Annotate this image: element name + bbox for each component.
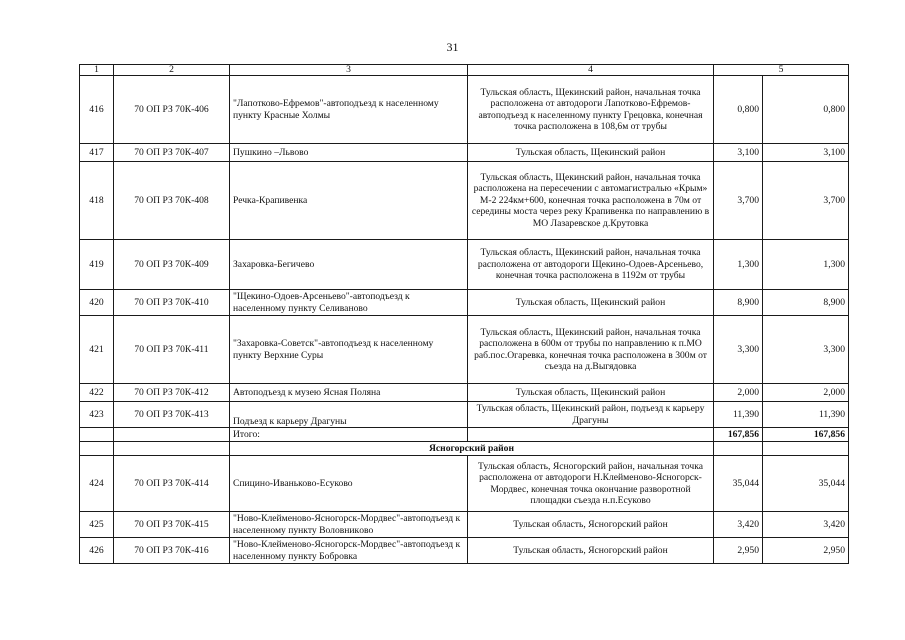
row-number-cell: 419: [80, 240, 114, 290]
length-total-cell: 0,800: [763, 76, 849, 144]
road-name-cell: Пушкино –Львово: [230, 144, 468, 162]
location-cell: [468, 428, 714, 442]
length-cell: 3,700: [714, 162, 763, 240]
length-total-cell: [763, 442, 849, 456]
length-total-cell: 3,100: [763, 144, 849, 162]
location-cell: Тульская область, Щекинский район: [468, 290, 714, 316]
road-code-cell: 70 ОП РЗ 70К-416: [114, 538, 230, 564]
road-name-cell: Автоподъезд к музею Ясная Поляна: [230, 384, 468, 402]
road-name-cell: "Лапотково-Ефремов"-автоподъезд к населенному пункту Красные Холмы: [230, 76, 468, 144]
road-name-cell: "Ново-Клейменово-Ясногорск-Мордвес"-автоподъезд к населенному пункту Воловникoво: [230, 512, 468, 538]
total-row: [80, 428, 849, 442]
row-number-cell: 417: [80, 144, 114, 162]
length-cell: 0,800: [714, 76, 763, 144]
header-cell: 5: [714, 65, 849, 76]
road-name-cell: Речка-Крапивенка: [230, 162, 468, 240]
total-label: Итого:: [230, 428, 468, 442]
length-cell: 3,420: [714, 512, 763, 538]
row-number-cell: 423: [80, 402, 114, 428]
road-name-cell: "Ново-Клейменово-Ясногорск-Мордвес"-автоподъезд к населенному пункту Бобровка: [230, 538, 468, 564]
length-cell: 35,044: [714, 456, 763, 512]
length-cell: 2,950: [714, 538, 763, 564]
road-name-cell: "Захаровка-Советск"-автоподъезд к населенному пункту Верхние Суры: [230, 316, 468, 384]
header-cell: 4: [468, 65, 714, 76]
row-number-cell: 416: [80, 76, 114, 144]
road-name-cell: Спицино-Иваньково-Есуково: [230, 456, 468, 512]
table-row: [80, 512, 849, 538]
location-cell: Тульская область, Ясногорский район: [468, 512, 714, 538]
section-title: Ясногорский район: [230, 442, 714, 456]
road-registry-table: [79, 64, 849, 564]
table-row: [80, 162, 849, 240]
road-code-cell: 70 ОП РЗ 70К-412: [114, 384, 230, 402]
road-name-cell: "Щекино-Одоев-Арсеньево"-автоподъезд к населенному пункту Селиваново: [230, 290, 468, 316]
road-code-cell: 70 ОП РЗ 70К-411: [114, 316, 230, 384]
table-row: [80, 290, 849, 316]
row-number-cell: 418: [80, 162, 114, 240]
table-row: [80, 402, 849, 428]
location-cell: Тульская область, Ясногорский район, начальная точка расположена от автодороги Н.Клейменово-Ясногорск-Мордвес, конечная точка окончание разворотной площадки съезда н.п.Есуково: [468, 456, 714, 512]
length-total-cell: 167,856: [763, 428, 849, 442]
road-name-cell: Подъезд к карьеру Драгуны: [230, 402, 468, 428]
road-code-cell: 70 ОП РЗ 70К-408: [114, 162, 230, 240]
header-cell: 1: [80, 65, 114, 76]
length-cell: 3,300: [714, 316, 763, 384]
location-cell: Тульская область, Щекинский район, начальная точка расположена от автодороги Лапотково-Ефремов-автоподъезд к населенному пункту Грецовка, конечная точка расположена в 108,6м от трубы: [468, 76, 714, 144]
length-total-cell: 11,390: [763, 402, 849, 428]
location-cell: Тульская область, Щекинский район, начальная точка расположена в 600м от трубы по направлению к п.МО раб.пос.Огаревка, конечная точка расположена в 300м от съезда на д.Выгядовка: [468, 316, 714, 384]
table-row: [80, 384, 849, 402]
road-code-cell: [114, 442, 230, 456]
row-number-cell: 426: [80, 538, 114, 564]
location-cell: Тульская область, Щекинский район: [468, 384, 714, 402]
row-number-cell: [80, 442, 114, 456]
length-total-cell: 3,420: [763, 512, 849, 538]
header-cell: 2: [114, 65, 230, 76]
table-row: [80, 144, 849, 162]
table-row: [80, 240, 849, 290]
length-total-cell: 8,900: [763, 290, 849, 316]
road-code-cell: 70 ОП РЗ 70К-409: [114, 240, 230, 290]
row-number-cell: 424: [80, 456, 114, 512]
location-cell: Тульская область, Ясногорский район: [468, 538, 714, 564]
row-number-cell: 422: [80, 384, 114, 402]
row-number-cell: 420: [80, 290, 114, 316]
road-code-cell: [114, 428, 230, 442]
length-total-cell: 2,950: [763, 538, 849, 564]
road-code-cell: 70 ОП РЗ 70К-415: [114, 512, 230, 538]
length-total-cell: 1,300: [763, 240, 849, 290]
row-number-cell: 425: [80, 512, 114, 538]
road-name-cell: Захаровка-Бегичево: [230, 240, 468, 290]
header-cell: 3: [230, 65, 468, 76]
length-total-cell: 35,044: [763, 456, 849, 512]
location-cell: Тульская область, Щекинский район, начальная точка расположена от автодороги Щекино-Одоев-Арсеньево, конечная точка расположена в 1192м от трубы: [468, 240, 714, 290]
row-number-cell: [80, 428, 114, 442]
length-total-cell: 3,700: [763, 162, 849, 240]
length-cell: [714, 442, 763, 456]
section-row: [80, 442, 849, 456]
row-number-cell: 421: [80, 316, 114, 384]
table-row: [80, 76, 849, 144]
length-total-cell: 3,300: [763, 316, 849, 384]
table-row: [80, 316, 849, 384]
length-cell: 8,900: [714, 290, 763, 316]
length-cell: 11,390: [714, 402, 763, 428]
length-cell: 2,000: [714, 384, 763, 402]
length-cell: 167,856: [714, 428, 763, 442]
length-total-cell: 2,000: [763, 384, 849, 402]
road-code-cell: 70 ОП РЗ 70К-414: [114, 456, 230, 512]
table-row: [80, 456, 849, 512]
location-cell: Тульская область, Щекинский район: [468, 144, 714, 162]
location-cell: Тульская область, Щекинский район, подъезд к карьеру Драгуны: [468, 402, 714, 428]
length-cell: 3,100: [714, 144, 763, 162]
page-number: 31: [446, 40, 459, 54]
table-row: [80, 538, 849, 564]
road-code-cell: 70 ОП РЗ 70К-406: [114, 76, 230, 144]
road-code-cell: 70 ОП РЗ 70К-407: [114, 144, 230, 162]
road-code-cell: 70 ОП РЗ 70К-413: [114, 402, 230, 428]
length-cell: 1,300: [714, 240, 763, 290]
location-cell: Тульская область, Щекинский район, начальная точка расположена на пересечении с автомагистралью «Крым» М-2 224км+600, конечная точка расположена в 70м от середины моста через реку Крапивенка по направлению в МО Лазаревское д.Крутовка: [468, 162, 714, 240]
header-row: [80, 65, 849, 76]
road-code-cell: 70 ОП РЗ 70К-410: [114, 290, 230, 316]
